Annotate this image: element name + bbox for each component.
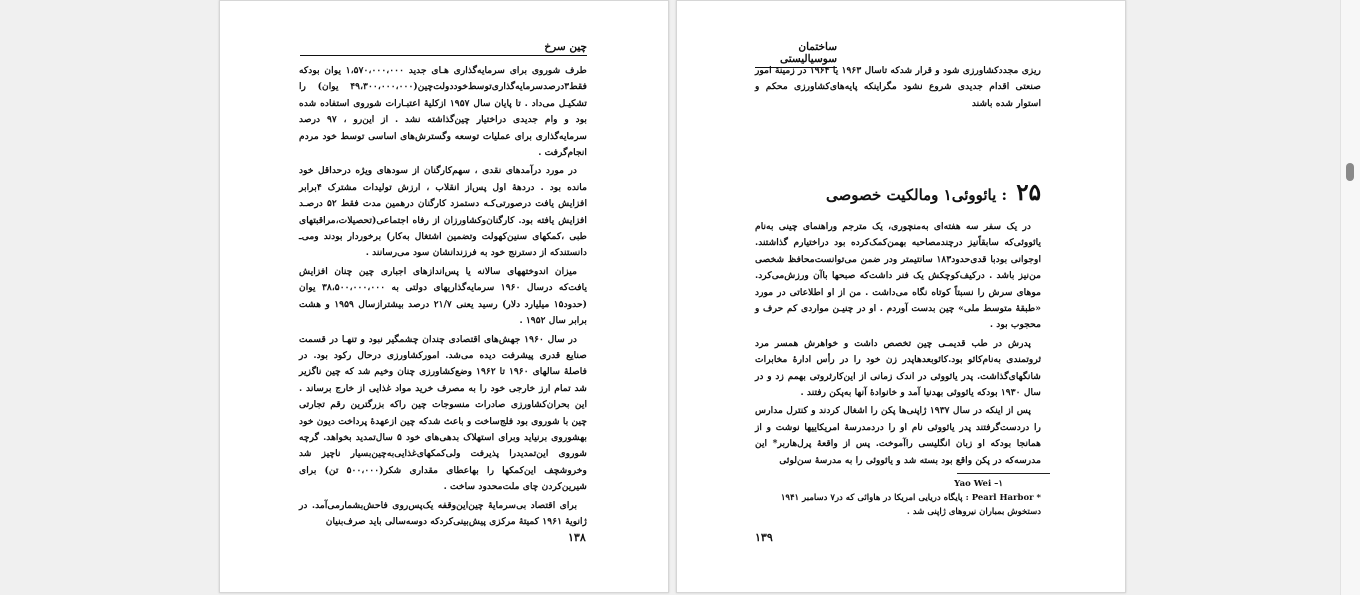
page-number: ۱۳۸ — [568, 531, 586, 544]
body-text — [755, 219, 1041, 471]
paragraph: طرف شوروی برای سرمایه‌گذاری هـای جدید ۱،۵۷۰،۰۰۰،۰۰۰ یوان بودکه فقط۳درصدسرمایه‌گذاری‌توسط‌خوددولت‌چین(۴۹،۳۰۰،۰۰۰،۰۰۰ یوان) را تشکیـل می‌داد . تا پایان سال ۱۹۵۷ ازکلیهٔ اعتبـارات شوروی استفاده شده بود و وام جدیدی دراختیار چین‌گذاشته نشد . از این‌رو ، ۹۷ درصد سرمایه‌گذاری برای عملیات توسعه وگسترش‌های اساسی توسط خود مردم انجام‌گرفت . — [299, 65, 587, 159]
footnote: * Pearl Harbor : پایگاه دریایی امریکا در هاوائی که در۷ دسامبر ۱۹۴۱ دستخوش بمباران نیروهای ژاپنی شد . — [780, 493, 1041, 517]
paragraph: در سال ۱۹۶۰ جهش‌های اقتصادی چندان چشمگیر نبود و تنهـا در قسمت صنایع قدری پیشرفت دیده می‌شد. امورکشاورزی درحال رکود بود. در فاصلهٔ سالهای ۱۹۶۰ تا ۱۹۶۲ وضع‌کشاورزی چنان وخیم شد که چین ناگزیر شد تمام ارز خارجی خود را به مصرف خرید مواد غذایی از خارج برساند . این بحران‌کشاورزی صادرات منسوجات چین راکه بزرگترین رقم تجارتی چین با شوروی بود فلج‌ساخت و باعث شدکه چین ازعهدهٔ پرداخت دیون خود بهشوروی برنیاید وبرای استهلاک بدهی‌های خود ۵ سال‌تمدید بخواهد. گرچه شوروی این‌تمدیدرا پذیرفت ولی‌کمکهای‌غذایی‌به‌چین‌بسیار ناچیز شد وخروشچف این‌کمکها را بهاعطای مقداری شکر(۵۰۰،۰۰۰ تن) برای شیرین‌کردن چای ملت‌محدود ساخت . — [299, 333, 587, 493]
page-139 — [676, 0, 1126, 593]
footnote: ۱– Yao Wei — [954, 479, 1003, 489]
vertical-scrollbar[interactable] — [1340, 0, 1360, 595]
paragraph: در مورد درآمدهای نقدی ، سهم‌کارگنان از سودهای ویژه درحداقل خود مانده بود . دردههٔ اول پس‌از انقلاب ، ارزش تولیدات مشترک ۴برابر افزایش یافت درصورتی‌کـه دستمزد کارگنان درهمین مدت فقط ۵۲ درصـد افزایش یافته بود. کارگنان‌وکشاورزان از رفاه اجتماعی(تحصیلات،مراقبتهای طبی ،کمکهای سنین‌کهولت وتضمین اشتغال به‌کار) برخوردار بودند ومی‌ـ دانستندکه از دسترنج خود به فرزندانشان سود می‌رسانند . — [299, 165, 588, 259]
body-text — [299, 63, 587, 532]
page-138 — [219, 0, 669, 593]
scrollbar-thumb[interactable] — [1346, 163, 1354, 181]
footnotes — [755, 477, 1041, 519]
paragraph: پدرش در طب قدیمـی چین تخصص داشت و خواهرش همسر مرد ثروتمندی به‌نام‌کائو بود.کائوبعدهاپدر زن خود را در رأس ادارهٔ مخابرات شانگهای‌گذاشت. پدر یائووئی در اندک زمانی از این‌کارثروتی بهمم زد و در سال ۱۹۳۰ بودکه یائووئی بهدنیا آمد و خانوادهٔ آنها به‌پکن رفتند . — [755, 337, 1041, 399]
paragraph: میزان اندوختههای سالانه یا پس‌اندازهای اجباری چین چنان افزایش یافت‌که درسال ۱۹۶۰ سرمایه‌گذاریهای دولتی به ۳۸،۵۰۰،۰۰۰،۰۰۰ یوان (حدود۱۵ میلیارد دلار) رسید یعنی ۲۱/۷ درصد بیشترازسال ۱۹۵۹ و هشت برابر سال ۱۹۵۲ . — [299, 265, 587, 327]
footnote-rule — [957, 473, 1050, 474]
chapter-heading — [825, 179, 1041, 206]
running-head: ساختمان سوسیالیستی — [755, 41, 837, 68]
chapter-title: : — [996, 186, 1013, 204]
paragraph: ریزی مجددکشاورزی شود و قرار شدکه تاسال ۱۹۶۳ یا ۱۹۶۴ در زمینهٔ امور صنعتی اقدام جدیدی شروع نشود مگراینکه پایه‌های‌کشاورزی محکم و استوار شده باشند — [755, 65, 1041, 109]
chapter-title-text: یائووئی۱ ومالکیت خصوصی — [825, 186, 997, 204]
paragraph: در یک سفر سه هفته‌ای به‌منچوری، یک مترجم وراهنمای چینی به‌نام یائووئی‌که سابقاًنیز درچندمصاحبه بهمن‌کمک‌کرده بود دراختیارم گذاشتند. اوجوانی بودبا قدی‌حدود۱۸۳ سانتیمتر ودر ضمن می‌توانست‌محافظ شخصی من‌نیز باشد . درکیف‌کوچکش یک فنر داشت‌که صبحها باآن ورزش‌می‌کرد. موهای سرش را نسبتاً کوتاه نگاه می‌داشت . من از او اطلاعاتی در مورد «طبقهٔ متوسط ملی» چین بدست آوردم . او در چنیـن مواردی کم حرف و محجوب بود . — [755, 221, 1041, 331]
intro-text — [755, 63, 1041, 114]
paragraph: پس از اینکه در سال ۱۹۳۷ ژاپنی‌ها پکن را اشغال کردند و کنترل مدارس را دردست‌گرفتند پدر یائووئی نام او را دردمدرسهٔ امریکاییها نوشت و از همانجا بودکه او زبان انگلیسی راآموخت. پس از واقعهٔ پرل‌هاربر* این مدرسه‌که در پکن واقع بود بسته شد و یائووئی را به مدرسهٔ سن‌لوئی — [755, 405, 1041, 466]
running-head: چین سرخ — [300, 41, 587, 56]
page-number: ۱۳۹ — [755, 531, 773, 544]
chapter-number: ۲۵ — [1016, 179, 1041, 206]
paragraph: برای اقتصاد بی‌سرمایهٔ چین‌این‌وقفه یک‌پس‌روی فاحش‌بشمارمی‌آمد. در ژانویهٔ ۱۹۶۱ کمیتهٔ مرکزی پیش‌بینی‌کردکه دوسه‌سالی باید صرف‌بنیان‌ — [299, 499, 587, 527]
